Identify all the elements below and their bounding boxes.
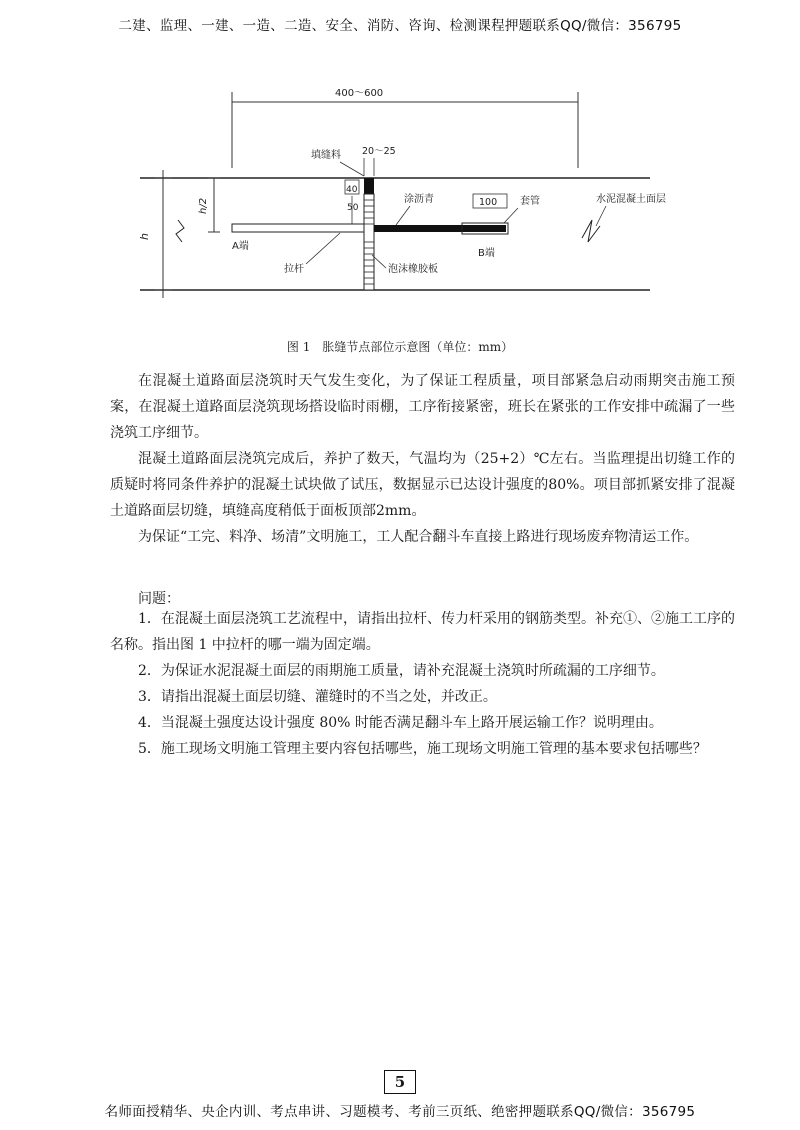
questions-heading: 问题： — [138, 591, 180, 607]
paragraph-3: 为保证“工完、料净、场清”文明施工，工人配合翻斗车直接上路进行现场废弃物清运工作。 — [138, 529, 699, 545]
label-sleeve: 套管 — [520, 196, 540, 207]
label-foam-board: 泡沫橡胶板 — [388, 264, 438, 275]
label-joint-width: 20～25 — [362, 146, 396, 157]
question-1: 1．在混凝土面层浇筑工艺流程中，请指出拉杆、传力杆采用的钢筋类型。补充①、②施工工序的名称。指出图 1 中拉杆的哪一端为固定端。 — [110, 611, 735, 653]
label-filler: 填缝料 — [311, 150, 341, 161]
question-3: 3．请指出混凝土面层切缝、灌缝时的不当之处，并改正。 — [138, 689, 497, 705]
label-50: 50 — [347, 203, 359, 213]
tie-bar-a-side — [232, 224, 364, 232]
paragraph-2: 混凝土道路面层浇筑完成后，养护了数天，气温均为（25+2）℃左右。当监理提出切缝工作的质疑时将同条件养护的混凝土试块做了试压，数据显示已达设计强度的80%。项目部抓紧安排了混凝土道路面层切缝，填缝高度稍低于面板顶部2mm。 — [110, 451, 735, 519]
page-footer: 名师面授精华、央企内训、考点串讲、习题模考、考前三页纸、绝密押题联系QQ/微信：356795 — [104, 1104, 696, 1120]
label-half-h: h/2 — [198, 197, 209, 214]
label-tie-bar: 拉杆 — [284, 264, 304, 275]
label-end-a: A端 — [232, 241, 249, 252]
expansion-joint-diagram — [0, 80, 800, 340]
label-surface: 水泥混凝土面层 — [596, 194, 666, 205]
scenario-text — [110, 368, 735, 550]
page-number: 5 — [384, 1070, 416, 1094]
label-asphalt: 涂沥青 — [404, 194, 434, 205]
question-2: 2．为保证水泥混凝土面层的雨期施工质量，请补充混凝土浇筑时所疏漏的工序细节。 — [138, 663, 665, 679]
label-end-b: B端 — [478, 248, 495, 259]
paragraph-1: 在混凝土道路面层浇筑时天气发生变化，为了保证工程质量，项目部紧急启动雨期突击施工预案，在混凝土道路面层浇筑现场搭设临时雨棚，工序衔接紧密，班长在紧张的工作安排中疏漏了一些浇筑工序细节。 — [110, 373, 735, 441]
label-h: h — [138, 233, 151, 240]
question-4: 4．当混凝土强度达设计强度 80% 时能否满足翻斗车上路开展运输工作？说明理由。 — [138, 715, 663, 731]
page-header: 二建、监理、一建、一造、二造、安全、消防、咨询、检测课程押题联系QQ/微信：356795 — [118, 18, 682, 34]
figure-caption: 图 1 胀缝节点部位示意图（单位：mm） — [286, 340, 514, 354]
break-mark-left — [176, 220, 184, 242]
joint-filler — [364, 178, 374, 194]
label-100: 100 — [479, 197, 498, 208]
label-width-dim: 400～600 — [335, 88, 384, 99]
tie-bar-b-side — [374, 225, 506, 232]
question-list — [110, 606, 735, 762]
question-5: 5．施工现场文明施工管理主要内容包括哪些，施工现场文明施工管理的基本要求包括哪些？ — [138, 741, 707, 757]
label-40: 40 — [346, 185, 358, 195]
